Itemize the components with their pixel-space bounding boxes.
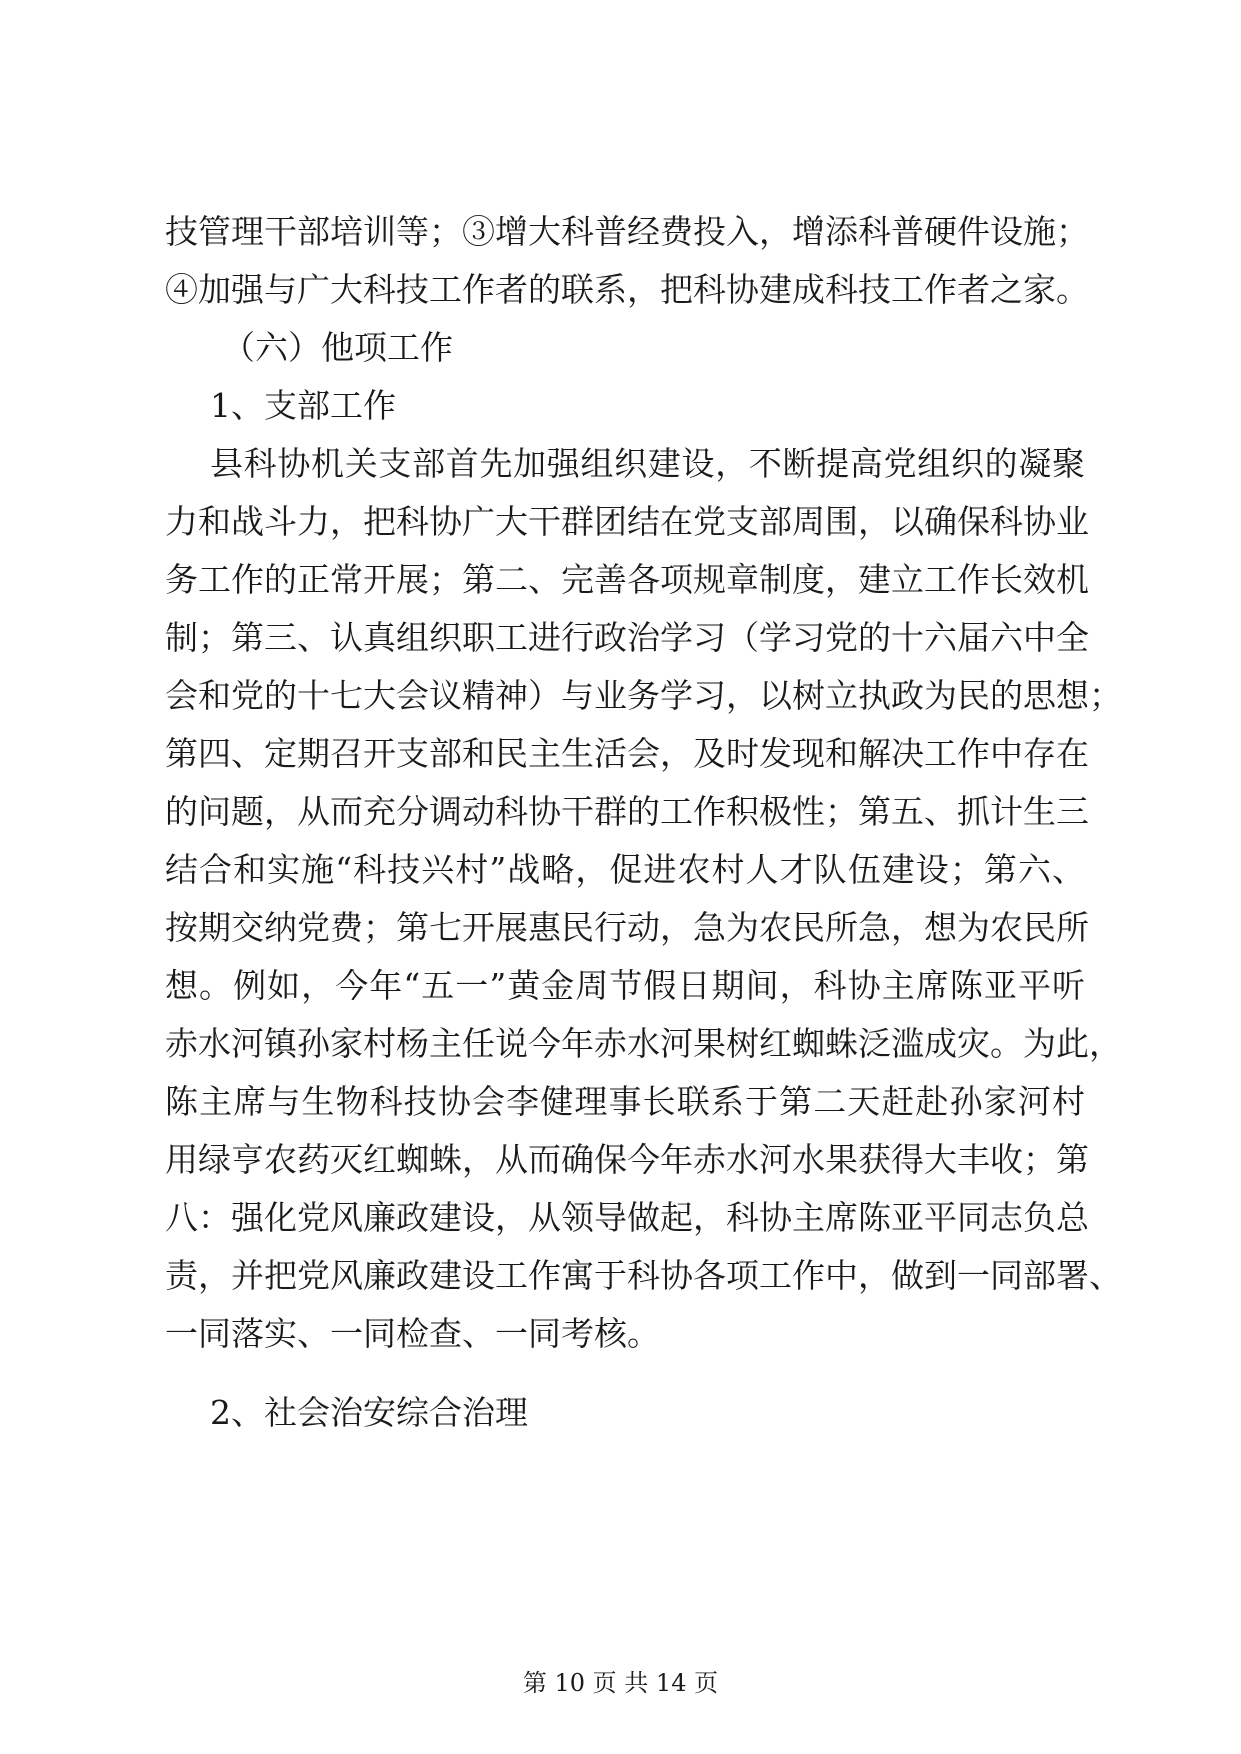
paragraph-line: 结合和实施“科技兴村”战略，促进农村人才队伍建设；第六、 <box>165 850 1085 889</box>
paragraph-line: 责，并把党风廉政建设工作寓于科协各项工作中，做到一同部署、 <box>165 1256 1122 1295</box>
subsection-heading: 2、社会治安综合治理 <box>210 1393 528 1432</box>
subsection-heading: 1、支部工作 <box>210 386 396 425</box>
paragraph-line: ④加强与广大科技工作者的联系，把科协建成科技工作者之家。 <box>165 270 1089 309</box>
paragraph-line: 八：强化党风廉政建设，从领导做起，科协主席陈亚平同志负总 <box>165 1198 1089 1237</box>
paragraph-line: 第四、定期召开支部和民主生活会，及时发现和解决工作中存在 <box>165 734 1089 773</box>
paragraph-line: 一同落实、一同检查、一同考核。 <box>165 1314 660 1353</box>
paragraph-line: 想。例如，今年“五一”黄金周节假日期间，科协主席陈亚平听 <box>165 966 1085 1005</box>
paragraph-line: 技管理干部培训等；③增大科普经费投入，增添科普硬件设施； <box>165 212 1089 251</box>
paragraph-line: 陈主席与生物科技协会李健理事长联系于第二天赶赴孙家河村 <box>165 1082 1085 1121</box>
paragraph-line: 制；第三、认真组织职工进行政治学习（学习党的十六届六中全 <box>165 618 1089 657</box>
paragraph-line: 的问题，从而充分调动科协干群的工作积极性；第五、抓计生三 <box>165 792 1089 831</box>
paragraph-line: 务工作的正常开展；第二、完善各项规章制度，建立工作长效机 <box>165 560 1089 599</box>
section-heading: （六）他项工作 <box>222 328 453 367</box>
paragraph-line: 县科协机关支部首先加强组织建设，不断提高党组织的凝聚 <box>210 444 1085 483</box>
paragraph-line: 赤水河镇孙家村杨主任说今年赤水河果树红蜘蛛泛滥成灾。为此， <box>165 1024 1122 1063</box>
page-footer: 第 10 页 共 14 页 <box>522 1669 719 1697</box>
paragraph-line: 会和党的十七大会议精神）与业务学习，以树立执政为民的思想； <box>165 676 1122 715</box>
paragraph-line: 用绿亨农药灭红蜘蛛，从而确保今年赤水河水果获得大丰收；第 <box>165 1140 1089 1179</box>
paragraph-line: 力和战斗力，把科协广大干群团结在党支部周围，以确保科协业 <box>165 502 1089 541</box>
paragraph-line: 按期交纳党费；第七开展惠民行动，急为农民所急，想为农民所 <box>165 908 1089 947</box>
